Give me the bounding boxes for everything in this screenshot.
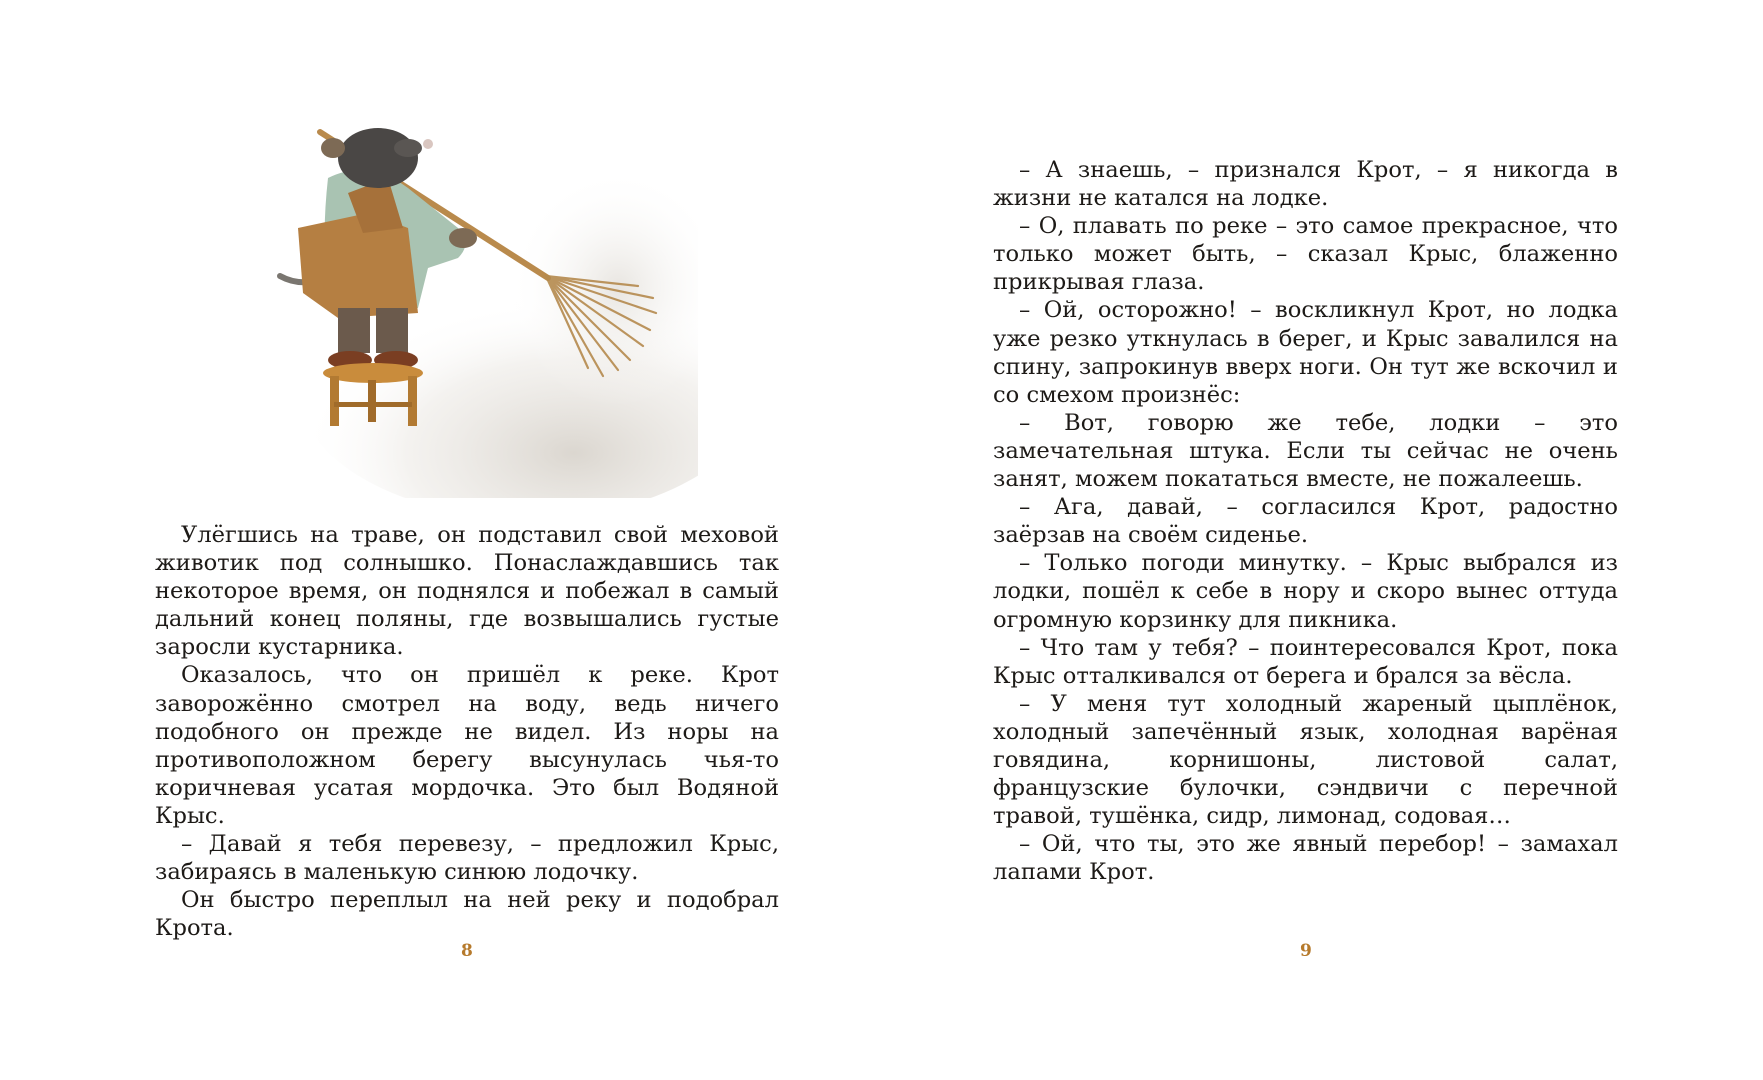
paragraph: Он быстро переплыл на ней реку и подобрал Крота. — [155, 887, 779, 942]
right-page — [880, 0, 1763, 1080]
page-number-left: 8 — [461, 941, 473, 961]
paragraph: Оказалось, что он пришёл к реке. Крот заворожённо смотрел на воду, ведь ничего подобного он прежде не видел. Из норы на противоположном берегу высунулась чья-то коричневая усатая мордочка. Это был Водяной Крыс. — [155, 662, 779, 829]
paragraph: – Только погоди минутку. – Крыс выбрался из лодки, пошёл к себе в нору и скоро вынес оттуда огромную корзинку для пикника. — [993, 550, 1618, 633]
left-page-text — [155, 521, 779, 942]
paragraph: – Ой, осторожно! – воскликнул Крот, но лодка уже резко уткнулась в берег, и Крыс завалился на спину, запрокинув вверх ноги. Он тут же вскочил и со смехом произнёс: — [993, 297, 1618, 408]
paragraph: – О, плавать по реке – это самое прекрасное, что только может быть, – сказал Крыс, блаженно прикрывая глаза. — [993, 213, 1618, 296]
mole-sweeping-illustration — [258, 118, 698, 498]
paragraph: – Давай я тебя перевезу, – предложил Крыс, забираясь в маленькую синюю лодочку. — [155, 831, 779, 886]
paragraph: – А знаешь, – признался Крот, – я никогда в жизни не катался на лодке. — [993, 157, 1618, 212]
paragraph: – Ага, давай, – согласился Крот, радостно заёрзав на своём сиденье. — [993, 494, 1618, 549]
paragraph: – У меня тут холодный жареный цыплёнок, холодный запечённый язык, холодная варёная говядина, корнишоны, листовой салат, французские булочки, сэндвичи с перечной травой, тушёнка, сидр, лимонад, содовая… — [993, 690, 1618, 830]
paragraph: Улёгшись на траве, он подставил свой меховой животик под солнышко. Понаслаждавшись так некоторое время, он поднялся и побежал в самый дальний конец поляны, где возвышались густые заросли кустарника. — [155, 522, 779, 661]
right-page-text — [993, 156, 1618, 886]
page-number-right: 9 — [1300, 941, 1312, 961]
left-page — [0, 0, 880, 1080]
paragraph: – Что там у тебя? – поинтересовался Крот, пока Крыс отталкивался от берега и брался за вёсла. — [993, 634, 1618, 689]
paragraph: – Ой, что ты, это же явный перебор! – замахал лапами Крот. — [993, 831, 1618, 886]
paragraph: – Вот, говорю же тебе, лодки – это замечательная штука. Если ты сейчас не очень занят, можем покататься вместе, не пожалеешь. — [993, 409, 1618, 493]
